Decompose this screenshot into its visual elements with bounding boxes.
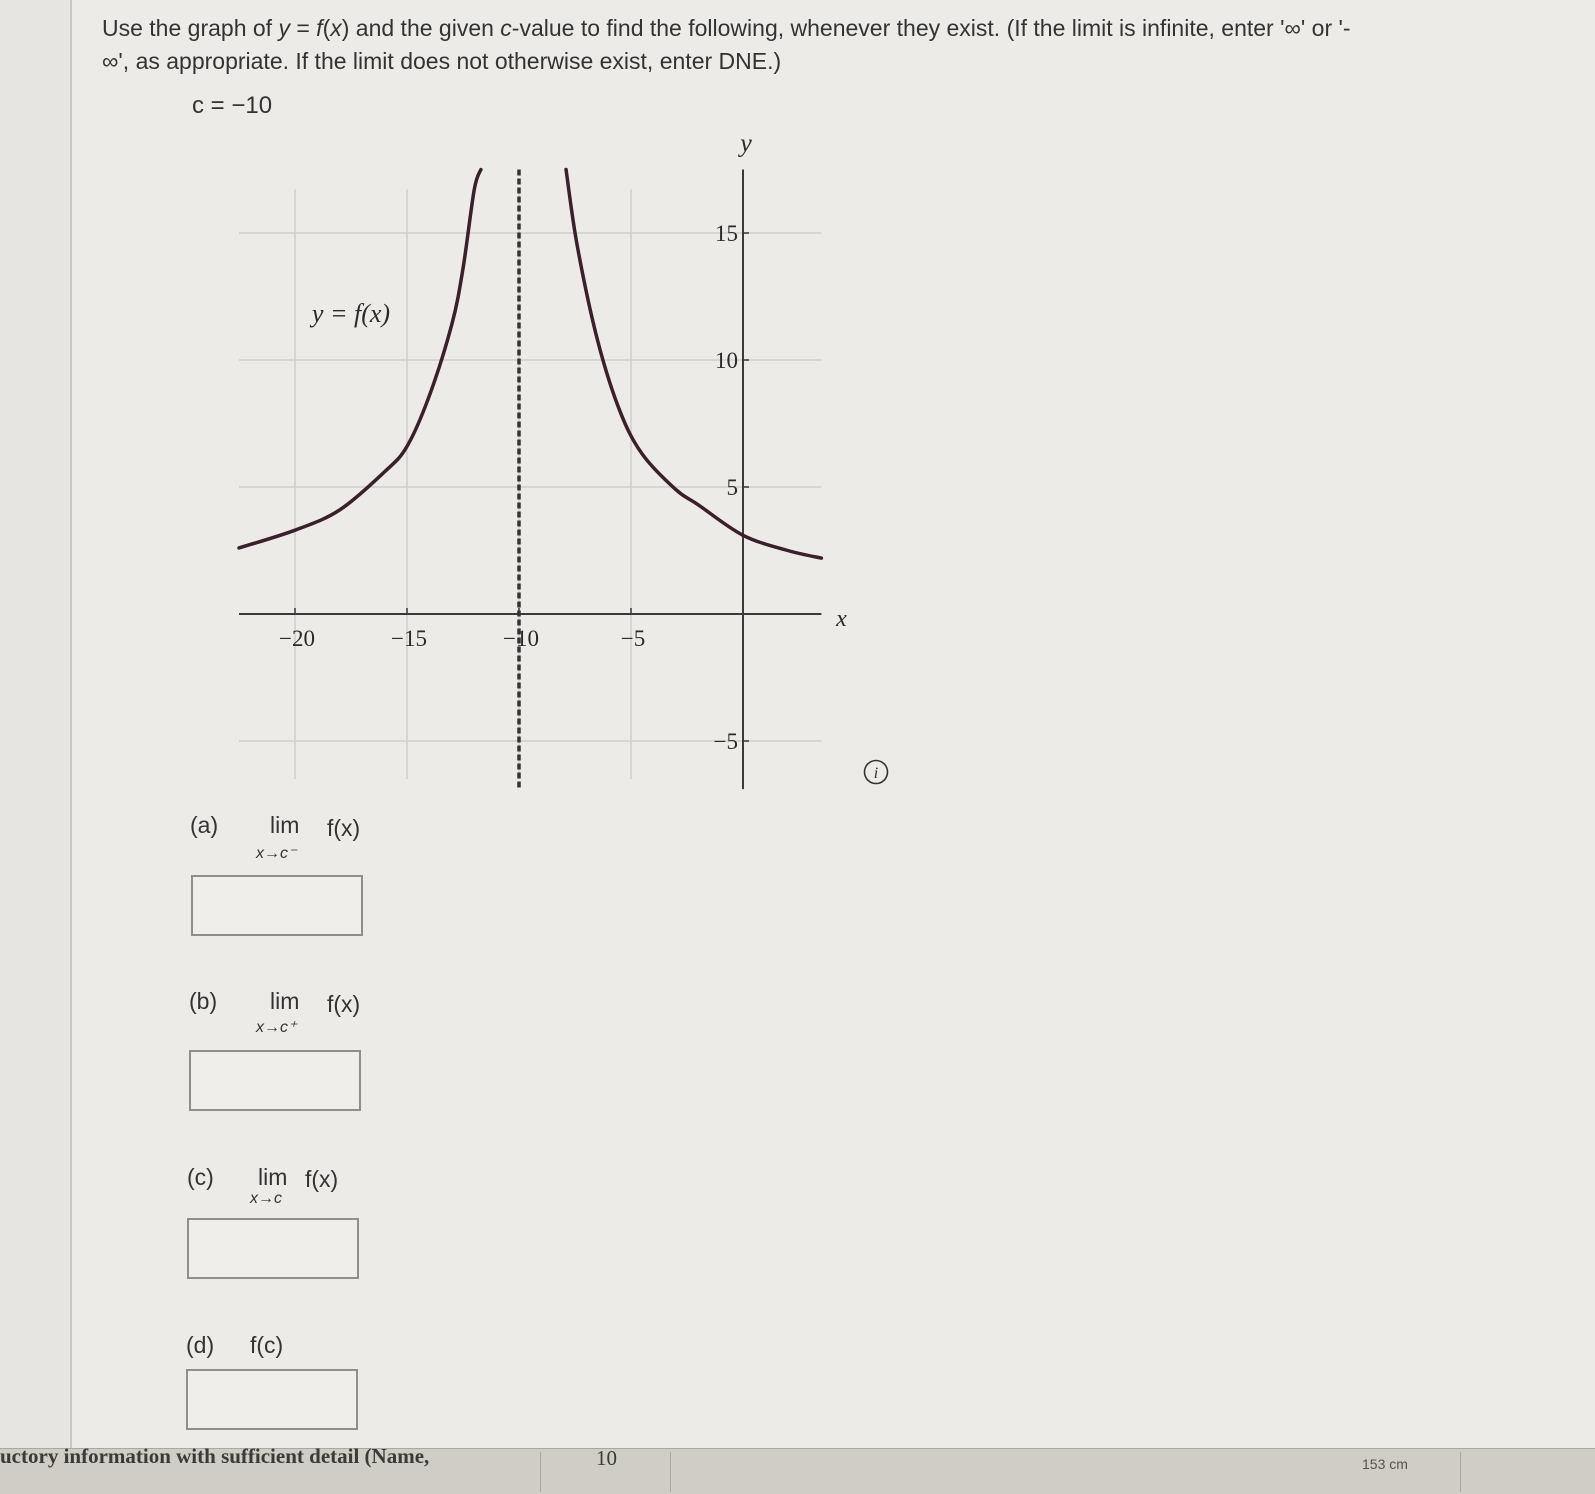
background-document-number: 10	[596, 1446, 617, 1470]
part-b-lim: lim	[270, 988, 300, 1014]
info-icon-glyph: i	[873, 765, 879, 782]
question-text-part: f	[316, 15, 323, 41]
strip-divider	[540, 1452, 541, 1492]
background-document-text: uctory information with sufficient detail (Name,	[0, 1444, 430, 1468]
part-c-lim: lim	[258, 1164, 288, 1190]
x-tick-label: −15	[391, 626, 427, 651]
curve-left-branch	[239, 170, 481, 548]
question-text-part: Use the graph of	[102, 15, 279, 41]
y-axis-label: y	[740, 128, 752, 158]
y-tick-label: 10	[715, 348, 738, 373]
question-text-part: c	[500, 15, 512, 41]
part-a-expr: f(x)	[327, 815, 361, 841]
y-tick-label: 15	[715, 221, 738, 246]
part-b-label: (b)	[189, 988, 218, 1014]
part-b-expr: f(x)	[327, 991, 361, 1017]
question-text-part: -value to find the following, whenever they exist. (If the limit is infinite, enter '∞' or '-	[511, 15, 1351, 41]
x-tick-label: −10	[503, 626, 539, 651]
question-text-part: y	[278, 15, 290, 41]
curve-right-branch	[566, 170, 821, 559]
c-value: c = −10	[192, 92, 273, 119]
y-tick-label: −5	[713, 729, 738, 754]
question-text-part: x	[330, 15, 342, 41]
answer-input-a[interactable]	[191, 875, 363, 936]
part-a-label: (a)	[190, 812, 219, 838]
x-tick-label: −20	[279, 626, 315, 651]
y-tick-label: 5	[726, 475, 738, 500]
question-text-part: (	[322, 15, 331, 41]
answer-input-b[interactable]	[189, 1050, 361, 1111]
strip-divider	[670, 1452, 671, 1492]
x-axis-label: x	[836, 606, 847, 632]
part-c-expr: f(x)	[305, 1166, 339, 1192]
part-d-expr: f(c)	[250, 1332, 284, 1358]
info-icon[interactable]	[861, 757, 891, 787]
part-d-label: (d)	[186, 1332, 215, 1358]
graph-labels	[309, 129, 847, 633]
background-document-measure: 153 cm	[1362, 1456, 1408, 1472]
part-c-subscript: x→c	[250, 1190, 282, 1207]
x-tick-label: −5	[620, 626, 646, 651]
part-b-subscript: x→c⁺	[256, 1019, 297, 1036]
question-line-2: ∞', as appropriate. If the limit does not otherwise exist, enter DNE.)	[102, 48, 782, 74]
curve-label: y = f(x)	[311, 298, 391, 328]
part-a-subscript: x→c⁻	[256, 845, 297, 862]
part-a-lim: lim	[270, 812, 300, 838]
part-c-label: (c)	[187, 1164, 214, 1190]
answer-input-c[interactable]	[187, 1218, 359, 1279]
answer-input-d[interactable]	[186, 1369, 358, 1430]
question-text-part: =	[289, 15, 317, 41]
question-text-part: ) and the given	[341, 15, 501, 41]
strip-divider	[1460, 1452, 1461, 1492]
